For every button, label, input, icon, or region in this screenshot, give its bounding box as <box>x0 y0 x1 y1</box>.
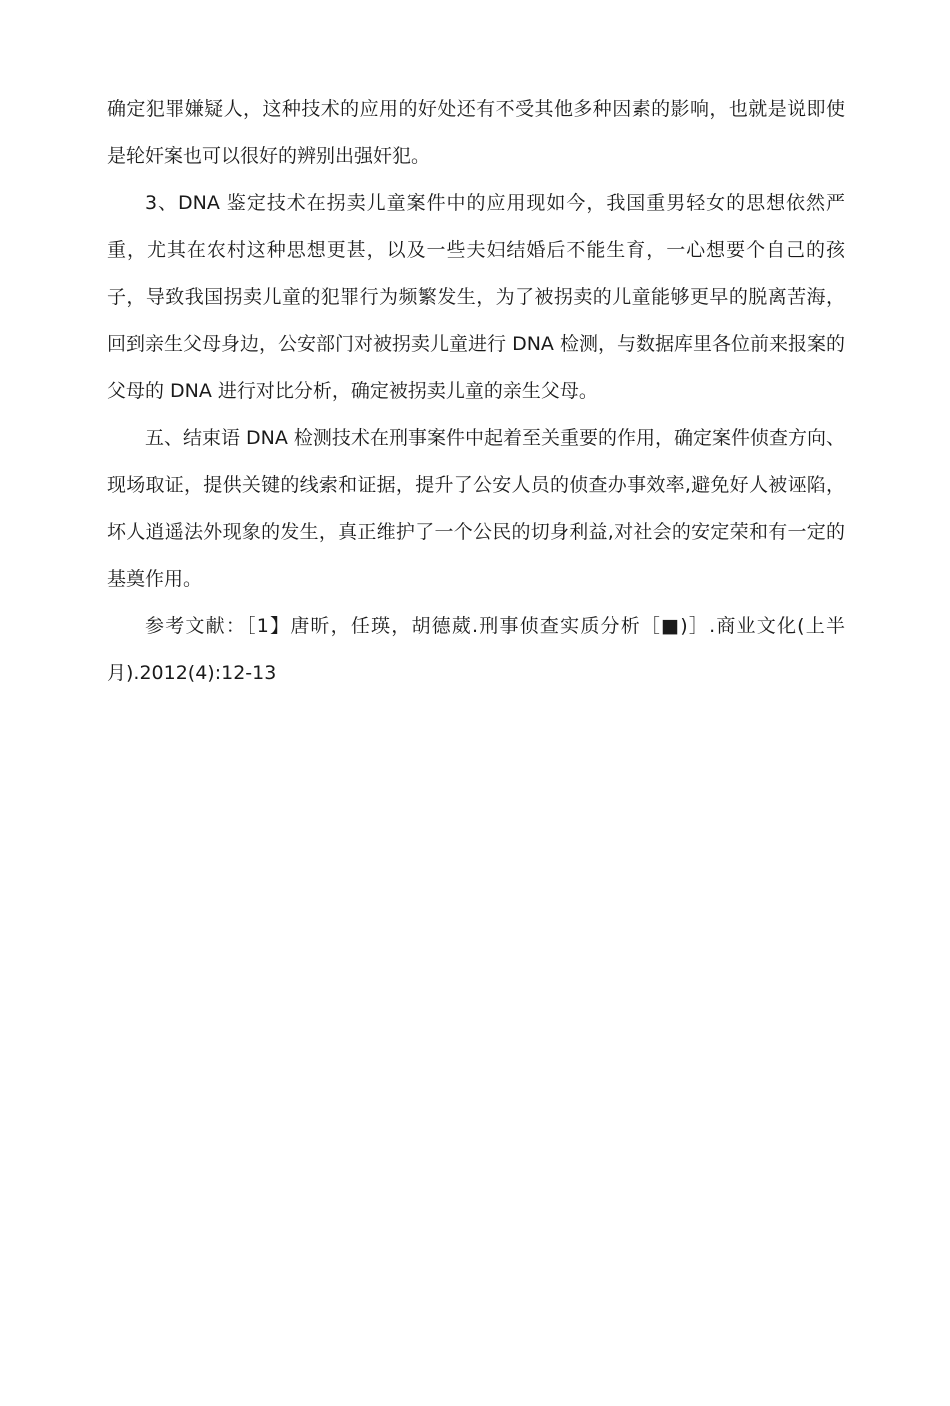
paragraph-dna-child-trafficking: 3、DNA 鉴定技术在拐卖儿童案件中的应用现如今，我国重男轻女的思想依然严重，尤其在农村这种思想更甚，以及一些夫妇结婚后不能生育，一心想要个自己的孩子，导致我国拐卖儿童的犯罪行为频繁发生，为了被拐卖的儿童能够更早的脱离苦海，回到亲生父母身边，公安部门对被拐卖儿童进行 DNA 检测，与数据库里各位前来报案的父母的 DNA 进行对比分析，确定被拐卖儿童的亲生父母。 <box>107 192 845 402</box>
paragraph-continuation: 确定犯罪嫌疑人，这种技术的应用的好处还有不受其他多种因素的影响，也就是说即使是轮奸案也可以很好的辨别出强奸犯。 <box>107 98 845 167</box>
document-body <box>107 86 845 697</box>
paragraph-conclusion: 五、结束语 DNA 检测技术在刑事案件中起着至关重要的作用，确定案件侦查方向、现场取证，提供关键的线索和证据，提升了公安人员的侦查办事效率,避免好人被诬陷，坏人逍遥法外现象的发生，真正维护了一个公民的切身利益,对社会的安定荣和有一定的基奠作用。 <box>107 427 845 590</box>
paragraph-references: 参考文献：［1】唐昕，任瑛，胡德葳.刑事侦查实质分析［■)］.商业文化(上半月).2012(4):12-13 <box>107 615 845 684</box>
